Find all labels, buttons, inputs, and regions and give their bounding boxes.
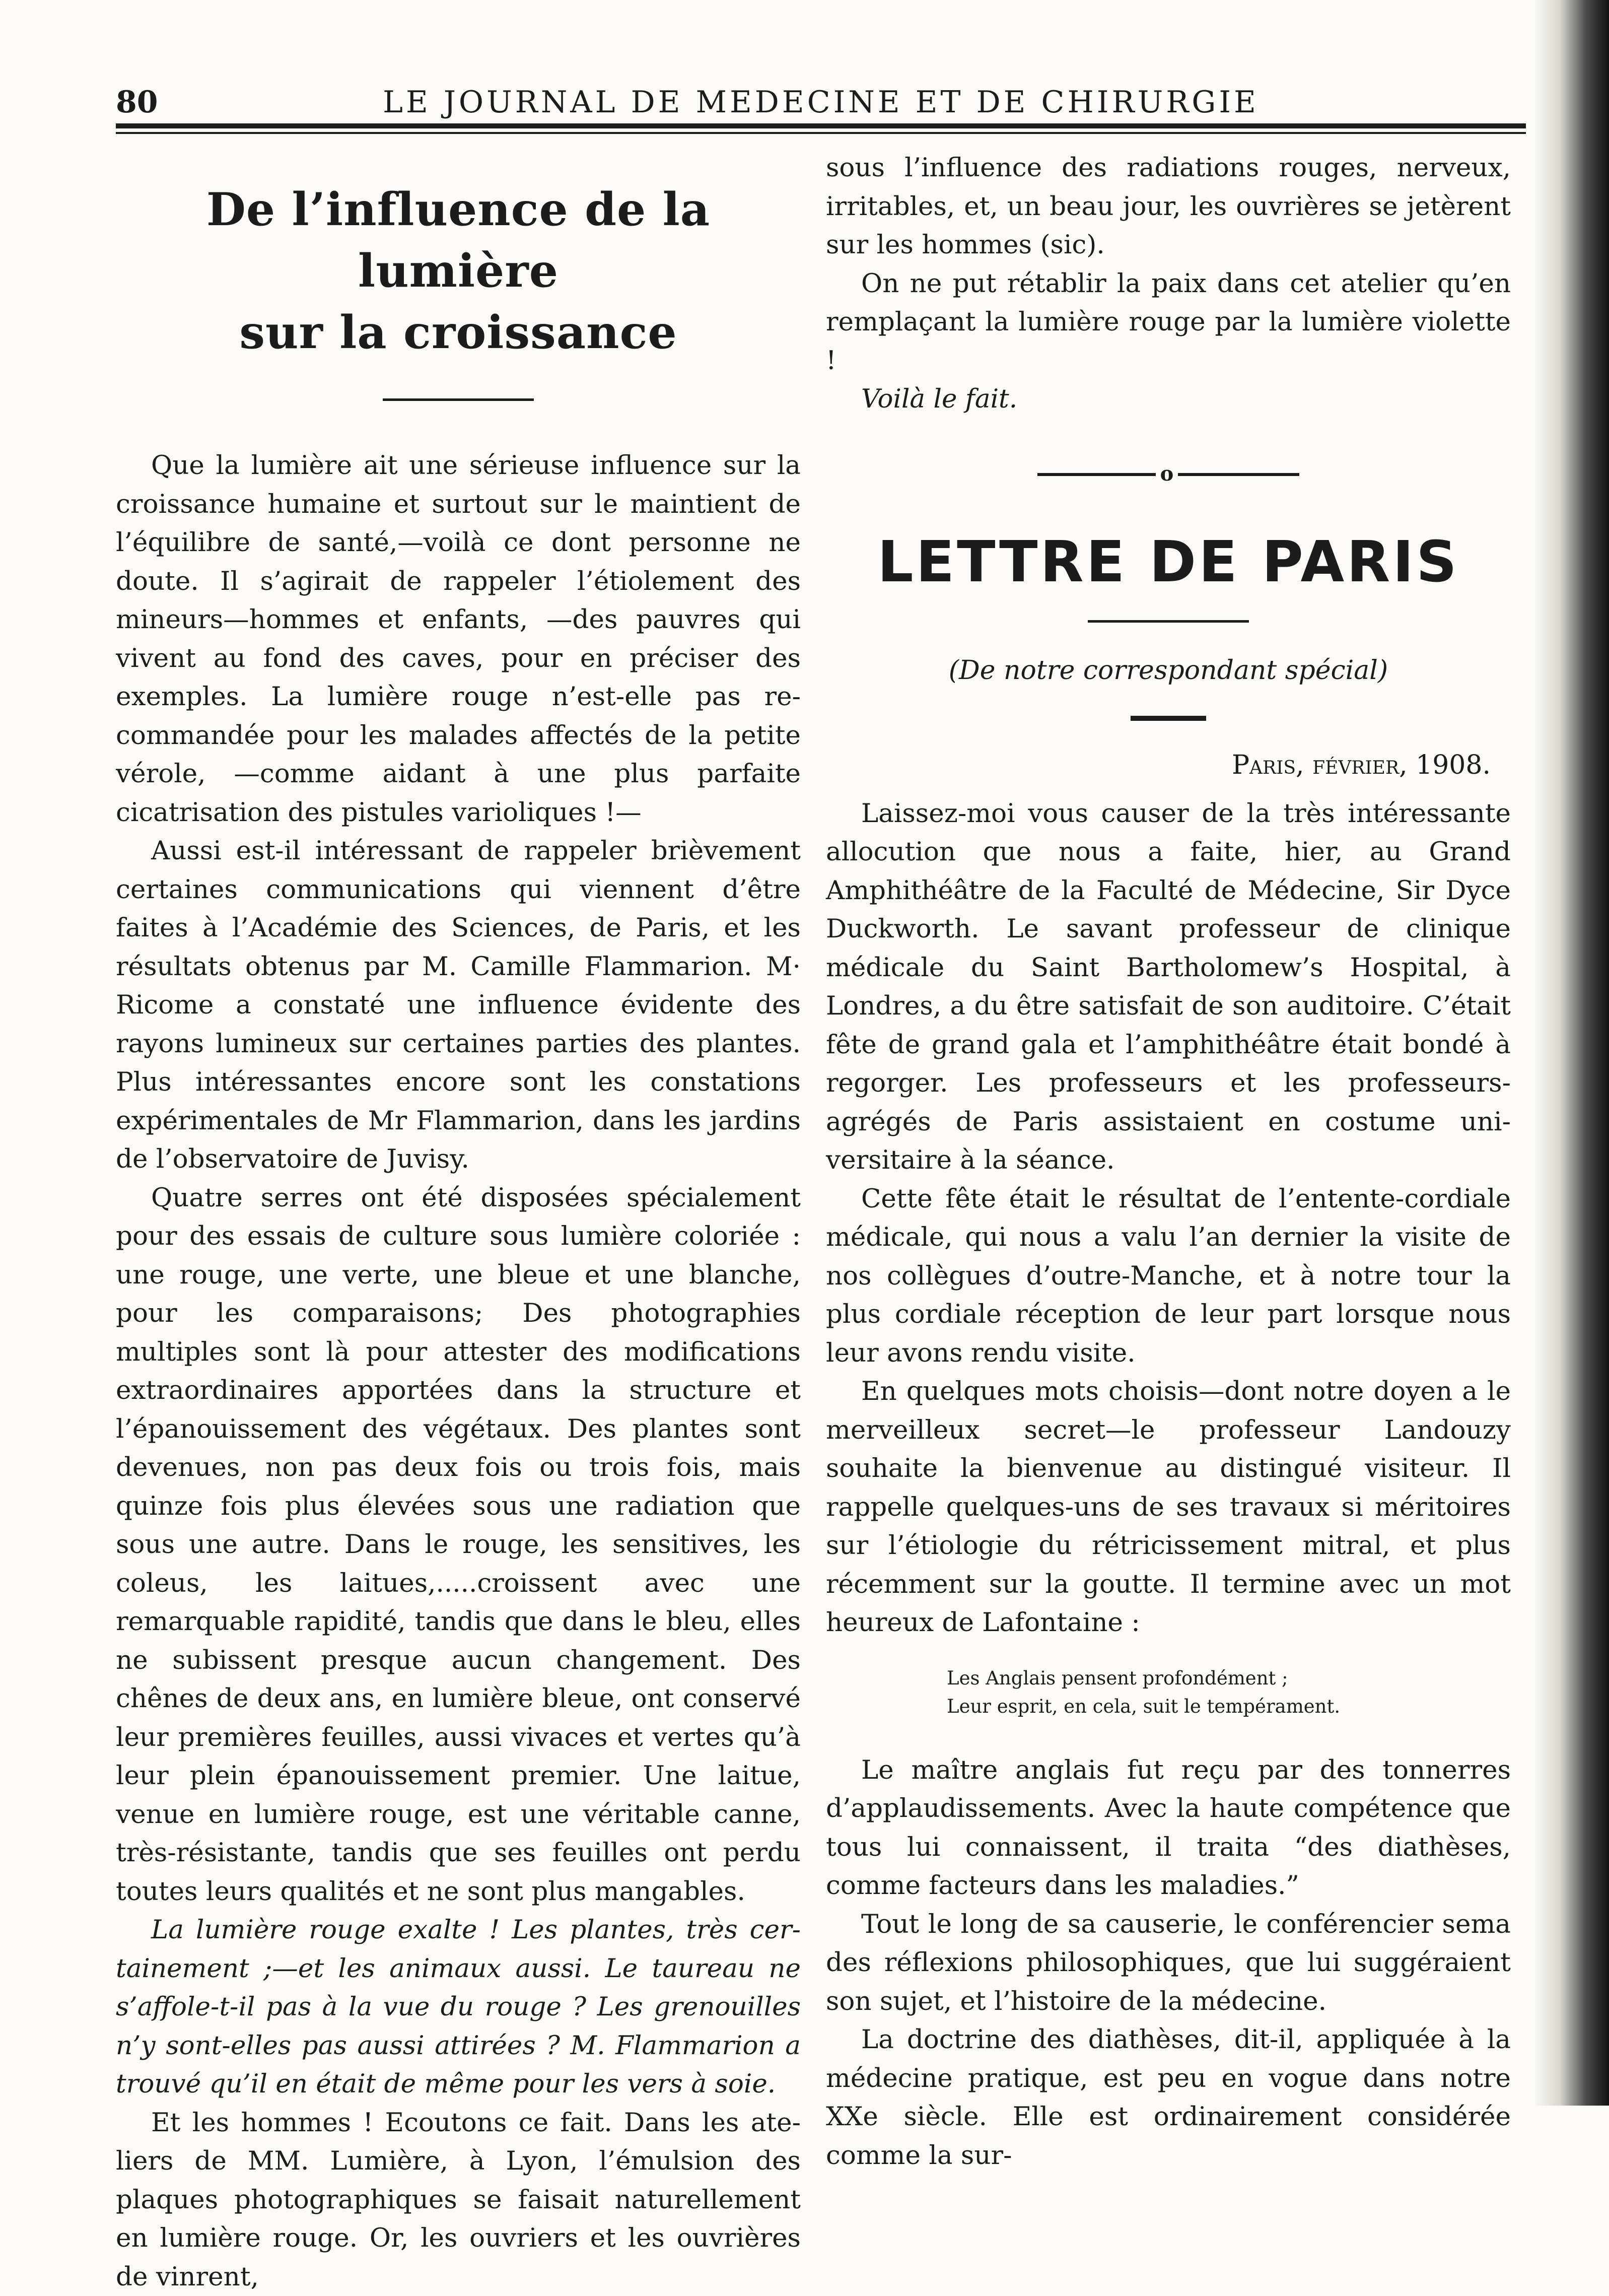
article-title-line: sur la croissance: [116, 302, 801, 363]
article-paragraph: sous l’influence des radiations rouges, nerveux, irritables, et, un beau jour, les ouvrières se jetèrent sur les hommes (sic).: [826, 149, 1511, 264]
page-number: 80: [116, 85, 158, 120]
verse-line: Les Anglais pensent profondément ;: [947, 1664, 1511, 1693]
page-header: [116, 85, 1526, 120]
article-closing-line: Voilà le fait.: [826, 380, 1511, 419]
letter-title: LETTRE DE PARIS: [826, 524, 1511, 600]
article-paragraph: Et les hommes ! Ecoutons ce fait. Dans les ateliers de MM. Lumière, à Lyon, l’émulsion des plaques photographiques se faisait naturellement en lumière rouge. Or, les ouvriers et les ouvrières de vinrent,: [116, 2104, 801, 2296]
verse-quote: [947, 1664, 1511, 1721]
letter-paragraph: Le maître anglais fut reçu par des tonnerres d’applaudissements. Avec la haute compétence que tous lui connaissent, il traita “des diathèses, comme facteurs dans les maladies.”: [826, 1751, 1511, 1905]
title-rule: [1088, 620, 1249, 623]
article-separator: [1037, 464, 1299, 484]
article-paragraph: La lumière rouge exalte ! Les plantes, très certainement ;—et les animaux aussi. Le taureau ne s’affole-t-il pas à la vue du rouge ? Les grenouilles n’y sont-elles pas aussi attirées ? M. Flammarion a trouvé qu’il en était de même pour les vers à soie.: [116, 1911, 801, 2104]
article-paragraph: Que la lumière ait une sérieuse influence sur la croissance humaine et surtout sur le maintient de l’équilibre de santé,—voilà ce dont personne ne doute. Il s’agirait de rappeler l’étiolement des mineurs—hommes et enfants, —des pauvres qui vivent au fond des caves, pour en préciser des exemples. La lumière rouge n’est-elle pas recommandée pour les malades affectés de la petite vérole, —comme aidant à une plus parfaite cicatrisation des pistules varioliques !—: [116, 446, 801, 832]
article-paragraph: Quatre serres ont été disposées spécialement pour des essais de culture sous lumière coloriée : une rouge, une verte, une bleue et une blanche, pour les comparaisons; Des photographies multiples sont là pour attester des modifications extraordinaires apportées dans la structure et l’épanouissement des végétaux. Des plantes sont devenues, non pas deux fois ou trois fois, mais quinze fois plus élevées sous une radiation que sous une autre. Dans le rouge, les sensitives, les coleus, les laitues,.....croissent avec une remarquable rapidité, tandis que dans le bleu, elles ne subissent presque aucun changement. Des chênes de deux ans, en lumière bleue, ont conservé leur premières feuilles, aussi vivaces et vertes qu’à leur plein épanouissement premier. Une laitue, venue en lumière rouge, est une véritable canne, très-résistante, tandis que ses feuilles ont perdu toutes leurs qualités et ne sont plus mangables.: [116, 1179, 801, 1911]
article-paragraph: Aussi est-il intéressant de rappeler brièvement certaines communications qui viennent d’être faites à l’Académie des Sciences, de Paris, et les résultats obtenus par M. Camille Flammarion. M· Ricome a constaté une influence évidente des rayons lumineux sur certaines parties des plantes. Plus intéressantes encore sont les constations expérimentales de Mr Flammarion, dans les jardins de l’observatoire de Juvisy.: [116, 832, 801, 1179]
article-paragraph: On ne put rétablir la paix dans cet atelier qu’en remplaçant la lumière rouge par la lumière violette !: [826, 264, 1511, 380]
letter-paragraph: Tout le long de sa causerie, le conférencier sema des réflexions philosophiques, que lui suggéraient son sujet, et l’histoire de la médecine.: [826, 1905, 1511, 2021]
letter-subtitle: (De notre correspondant spécial): [826, 653, 1511, 688]
article-title-line: De l’influence de la lumière: [116, 179, 801, 302]
right-column: [826, 149, 1511, 2063]
header-rule: [116, 123, 1526, 128]
letter-paragraph: Laissez-moi vous causer de la très intéressante allocution que nous a faite, hier, au Grand Amphithéâtre de la Faculté de Médecine, Sir Dyce Duckworth. Le savant professeur de clinique médicale du Saint Bartholomew’s Hospital, à Londres, a du être satisfait de son auditoire. C’était fête de grand gala et l’amphithéâtre était bondé à regorger. Les professeurs et les professeurs-agrégés de Paris assistaient en costume universitaire à la séance.: [826, 794, 1511, 1180]
left-column: [116, 149, 801, 2063]
verse-line: Leur esprit, en cela, suit le tempérament.: [947, 1693, 1511, 1721]
binding-edge: [1533, 0, 1609, 2106]
article-title: [116, 179, 801, 363]
header-rule-thin: [116, 132, 1526, 134]
subtitle-rule: [1131, 716, 1206, 721]
letter-paragraph: La doctrine des diathèses, dit-il, appliquée à la médecine pratique, est peu en vogue dans notre XXe siècle. Elle est ordinairement considérée comme la sur-: [826, 2020, 1511, 2175]
title-rule: [383, 398, 534, 401]
letter-paragraph: Cette fête était le résultat de l’entente-cordiale médicale, qui nous a valu l’an dernier la visite de nos collègues d’outre-Manche, et à notre tour la plus cordiale réception de leur part lorsque nous leur avons rendu visite.: [826, 1180, 1511, 1373]
separator-mark: o: [1156, 464, 1178, 484]
dateline: Paris, février, 1908.: [826, 746, 1511, 784]
running-title: LE JOURNAL DE MEDECINE ET DE CHIRURGIE: [327, 85, 1314, 120]
letter-paragraph: En quelques mots choisis—dont notre doyen a le merveilleux secret—le professeur Landouzy souhaite la bienvenue au distingué visiteur. Il rappelle quelques-uns de ses travaux si méritoires sur l’étiologie du rétricissement mitral, et plus récemment sur la goutte. Il termine avec un mot heureux de Lafontaine :: [826, 1372, 1511, 1642]
